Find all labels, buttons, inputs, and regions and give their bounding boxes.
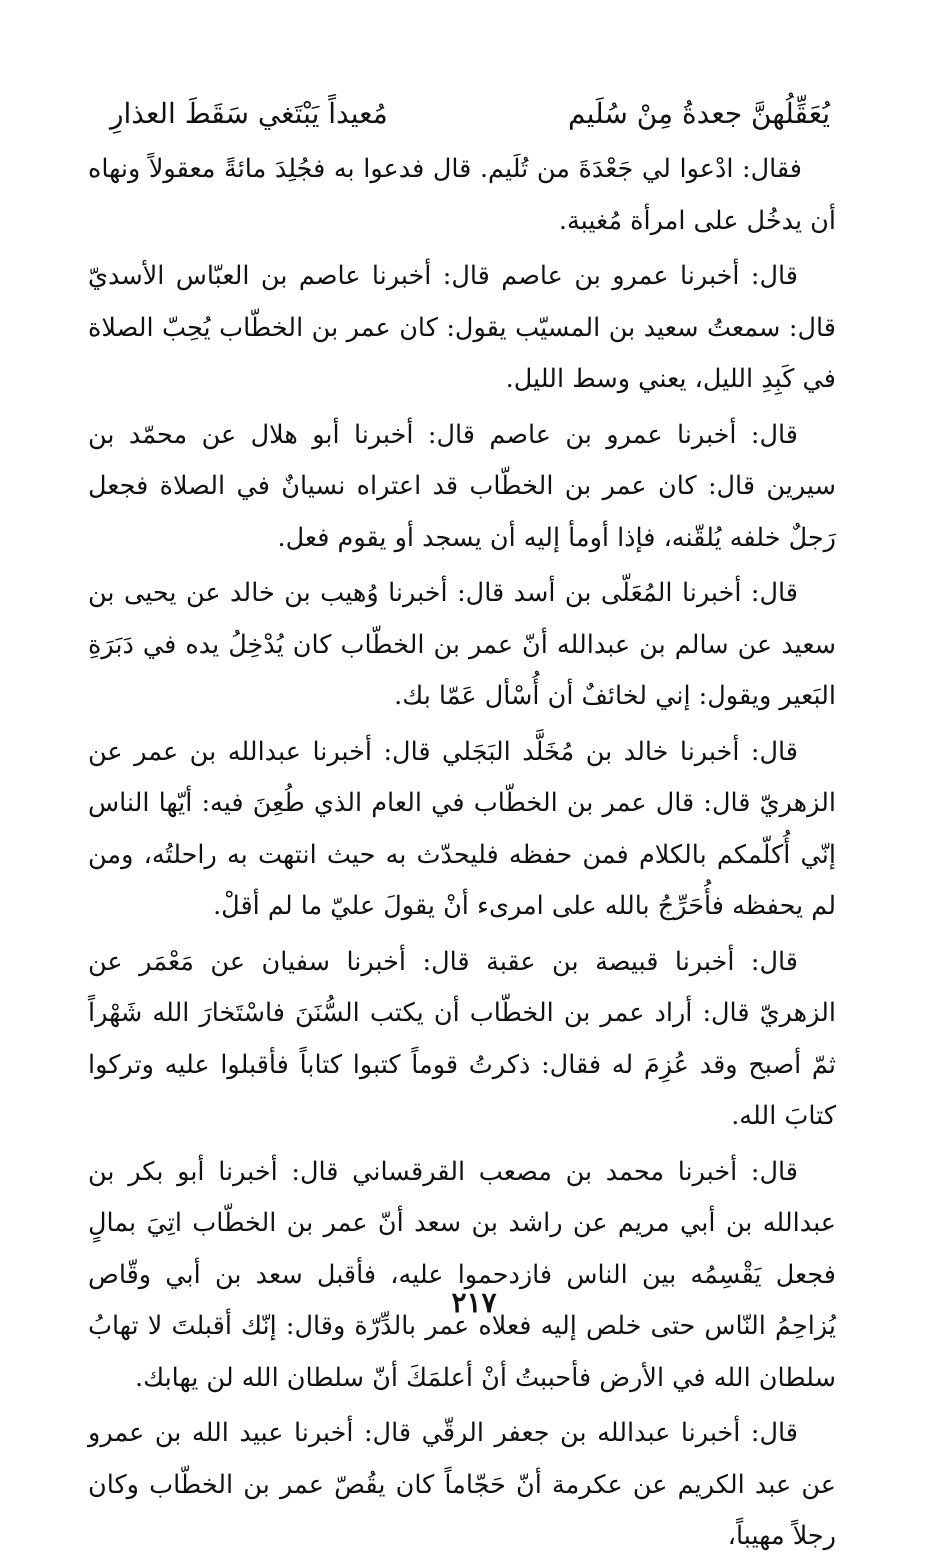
paragraph: قال: أخبرنا خالد بن مُخَلَّد البَجَلي قال: أخبرنا عبدالله بن عمر عن الزهريّ قال: قال عمر بن الخطّاب في العام الذي طُعِنَ فيه: أيّها الناس إنّي أُكلّمكم بالكلام فمن حفظه فليحدّث به حيث انتهت به راحلتُه، ومن لم يحفظه فأُحَرِّجُ بالله على امرىء أنْ يقولَ عليّ ما لم أقلْ. bbox=[88, 736, 836, 921]
paragraph: قال: أخبرنا عبدالله بن جعفر الرقّي قال: أخبرنا عبيد الله بن عمرو عن عبد الكريم عن عكرمة أنّ حَجّاماً كان يقُصّ عمر بن الخطّاب وكان رجلاً مهيباً، bbox=[88, 1418, 836, 1551]
page-number: ٢١٧ bbox=[451, 1286, 497, 1319]
paragraph: قال: أخبرنا قبيصة بن عقبة قال: أخبرنا سفيان عن مَعْمَر عن الزهريّ قال: أراد عمر بن الخطّاب أن يكتب السُّنَنَ فاسْتَخارَ الله شَهْراً ثمّ أصبح وقد عُزِمَ له فقال: ذكرتُ قوماً كتبوا كتاباً فأقبلوا عليه وتركوا كتابَ الله. bbox=[88, 946, 836, 1131]
verse-first-hemistich: يُعَقِّلُهنَّ جعدةُ مِنْ سُلَيم bbox=[568, 97, 830, 130]
paragraph: فقال: ادْعوا لي جَعْدَةَ من تُلَيم. قال فدعوا به فجُلِدَ مائةً معقولاً ونهاه أن يدخُل على امرأة مُغيبة. bbox=[88, 154, 836, 236]
body-text bbox=[88, 144, 836, 1567]
paragraph: قال: أخبرنا عمرو بن عاصم قال: أخبرنا عاصم بن العبّاس الأسديّ قال: سمعتُ سعيد بن المسيّب يقول: كان عمر بن الخطّاب يُحِبّ الصلاة في كَبِدِ الليل، يعني وسط الليل. bbox=[88, 261, 836, 394]
paragraph: قال: أخبرنا عمرو بن عاصم قال: أخبرنا أبو هلال عن محمّد بن سيرين قال: كان عمر بن الخطّاب قد اعتراه نسيانٌ في الصلاة فجعل رَجلٌ خلفه يُلقّنه، فإذا أومأ إليه أن يسجد أو يقوم فعل. bbox=[88, 419, 836, 553]
verse-second-hemistich: مُعيداً يَبْتَغي سَقَطَ العذارِ bbox=[110, 97, 388, 130]
paragraph: قال: أخبرنا محمد بن مصعب القرقساني قال: أخبرنا أبو بكر بن عبدالله بن أبي مريم عن راشد بن سعد أنّ عمر بن الخطّاب اتِيَ بمالٍ فجعل يَقْسِمُه بين الناس فازدحموا عليه، فأقبل سعد بن أبي وقّاص يُزاحِمُ النّاس حتى خلص إليه فعلاه عمر بالدِّرّة وقال: إنّك أقبلتَ لا تهابُ سلطان الله في الأرض فأحببتُ أنْ أعلمَكَ أنّ سلطان الله لن يهابك. bbox=[88, 1156, 836, 1393]
poetry-verse bbox=[110, 92, 830, 136]
paragraph: قال: أخبرنا المُعَلّى بن أسد قال: أخبرنا وُهيب بن خالد عن يحيى بن سعيد عن سالم بن عبدالله أنّ عمر بن الخطّاب كان يُدْخِلُ يده في دَبَرَةِ البَعير ويقول: إني لخائفٌ أن أُسْأل عَمّا بك. bbox=[88, 578, 836, 711]
